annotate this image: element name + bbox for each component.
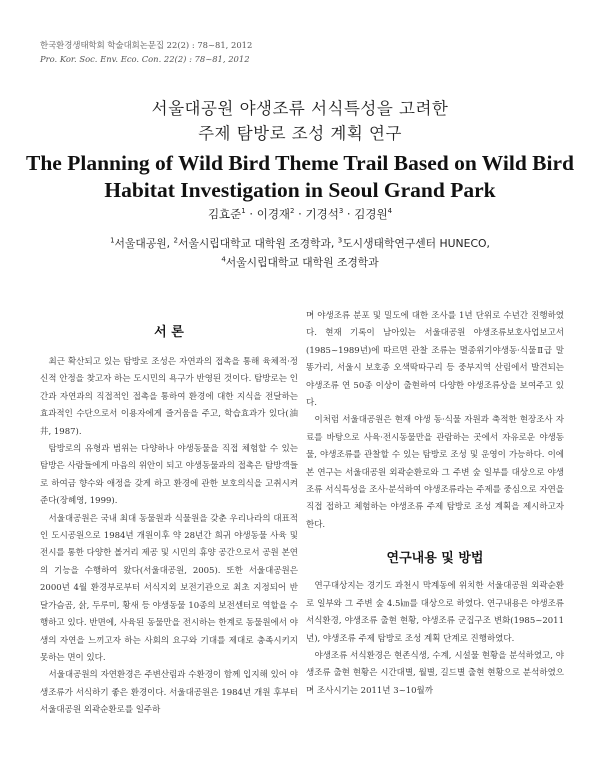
- english-title-line-1: The Planning of Wild Bird Theme Trail Based on Wild Bird: [26, 151, 574, 175]
- body-paragraph: 탐방로의 유형과 범위는 다양하나 야생동물을 직접 체험할 수 있는 탐방은 사람들에게 마음의 위안이 되고 야생동물과의 접촉은 탐방객들로 하여금 향수와 애정을 갖게 하고 환경에 관한 보호의식을 고취시켜 준다(장혜영, 1999).: [40, 444, 298, 507]
- author-separator: ·: [294, 207, 306, 221]
- korean-title: [0, 96, 600, 146]
- left-column: [40, 308, 298, 720]
- author-sup: 2: [290, 207, 295, 216]
- affiliation: 서울시립대학교 대학원 조경학과,: [178, 237, 338, 250]
- korean-title-line-2: 주제 탐방로 조성 계획 연구: [198, 124, 402, 143]
- author-separator: ·: [343, 207, 355, 221]
- author-name: 이경재: [256, 207, 291, 221]
- author-separator: ·: [245, 207, 257, 221]
- body-paragraph: 며 야생조류 분포 및 밀도에 대한 조사를 1년 단위로 수년간 진행하였다. 현재 기록이 남아있는 서울대공원 야생조류보호사업보고서(1985~1989년)에 따르면 관찰 조류는 멸종위기야생동·식물Ⅱ급 말똥가리, 서울시 보호종 오색딱따구리 등 중부지역 산림에서 발견되는 야생조류 연 50종 이상이 출현하여 다양한 야생조류상을 보여주고 있다.: [306, 311, 564, 409]
- affiliation: 도시생태학연구센터 HUNECO,: [342, 237, 490, 250]
- journal-line-ko: 한국환경생태학회 학술대회논문집 22(2) : 78~81, 2012: [40, 40, 253, 50]
- affiliation-sup: 2: [173, 236, 179, 245]
- author-name: 김효준: [207, 207, 242, 221]
- affiliation-line-1: [0, 234, 600, 253]
- right-column: [306, 308, 564, 700]
- body-paragraph: 연구대상지는 경기도 과천시 막계동에 위치한 서울대공원 외곽순환로 일부와 그 주변 숲 4.5㎞를 대상으로 하였다. 연구내용은 야생조류 서식환경, 야생조류 출현 현황, 야생조류 군집구조 변화(1985~2011년), 야생조류 주제 탐방로 조성 계획 단계로 진행하였다.: [306, 581, 564, 644]
- author-list: [0, 206, 600, 222]
- author-sup: 1: [241, 207, 246, 216]
- body-paragraph: 야생조류 서식환경은 현존식생, 수계, 시설물 현황을 분석하였고, 야생조류 출현 현황은 시간대별, 월별, 길드별 출현 현황으로 분석하였으며 조사시기는 2011년 3~10월까: [306, 650, 564, 696]
- author-name: 기경석: [305, 207, 339, 221]
- affiliation-sup: 3: [337, 236, 343, 245]
- body-paragraph: 서울대공원은 국내 최대 동물원과 식물원을 갖춘 우리나라의 대표적인 도시공원으로 1984년 개원이후 약 28년간 희귀 야생동물 사육 및 전시를 통한 다양한 볼거리 제공 및 시민의 휴양 공간으로서 공원 본연의 기능을 수행하여 왔다(서울대공원, 2005). 또한 서울대공원은 2000년 4월 환경부로부터 서식지외 보전기관으로 최초 지정되어 반달가슴곰, 삵, 두루미, 황새 등 야생동물 10종의 보전센터로 역할을 수행하고 있다. 반면에, 사육된 동물만을 전시하는 한계로 동물원에서 야생의 자연을 느끼고자 하는 사회의 요구와 기대를 제대로 충족시키지 못하는 면이 있다.: [40, 513, 298, 663]
- journal-line-en: Pro. Kor. Soc. Env. Eco. Con. 22(2) : 78~81, 2012: [40, 54, 250, 64]
- korean-title-line-1: 서울대공원 야생조류 서식특성을 고려한: [151, 99, 449, 118]
- affiliation: 서울대공원,: [114, 237, 174, 250]
- methods-heading: 연구내용 및 방법: [386, 551, 484, 567]
- affiliation: 서울시립대학교 대학원 조경학과: [225, 256, 379, 269]
- journal-header: [40, 38, 252, 66]
- affiliation-line-2: [0, 253, 600, 272]
- affiliation-sup: 1: [110, 236, 115, 245]
- body-paragraph: 최근 확산되고 있는 탐방로 조성은 자연과의 접촉을 통해 육체적·정신적 안정을 찾고자 하는 도시민의 욕구가 반영된 것이다. 탐방로는 인간과 자연과의 직접적인 접촉을 통하여 환경에 대한 지식을 전달하는 효과적인 수단으로서 이용자에게 즐거움을 주고, 학습효과가 있다(油井, 1987).: [40, 357, 298, 437]
- english-title-line-2: Habitat Investigation in Seoul Grand Park: [104, 178, 496, 202]
- body-paragraph: 이처럼 서울대공원은 현재 야생 동·식물 자원과 축적한 현장조사 자료를 바탕으로 사육·전시동물만을 관람하는 곳에서 자유로운 야생동물, 야생조류를 관찰할 수 있는 탐방로 조성 및 운영이 가능하다. 이에 본 연구는 서울대공원 외곽순환로와 그 주변 숲 일부를 대상으로 야생조류 서식특성을 조사·분석하여 야생조류라는 주제를 중심으로 자연을 직접 접하고 체험하는 야생조류 주제 탐방로 조성 계획을 제시하고자 한다.: [306, 415, 564, 530]
- author-sup: 4: [387, 207, 393, 216]
- affiliations: [0, 234, 600, 272]
- body-paragraph: 서울대공원의 자연환경은 주변산림과 수환경이 함께 입지해 있어 야생조류가 서식하기 좋은 환경이다. 서울대공원은 1984년 개원 후부터 서울대공원 외곽순환로를 일주하: [40, 670, 298, 716]
- affiliation-sup: 4: [221, 255, 226, 264]
- author-sup: 3: [338, 207, 344, 216]
- author-name: 김경원: [354, 207, 388, 221]
- english-title: [0, 150, 600, 204]
- intro-heading: 서 론: [154, 325, 184, 340]
